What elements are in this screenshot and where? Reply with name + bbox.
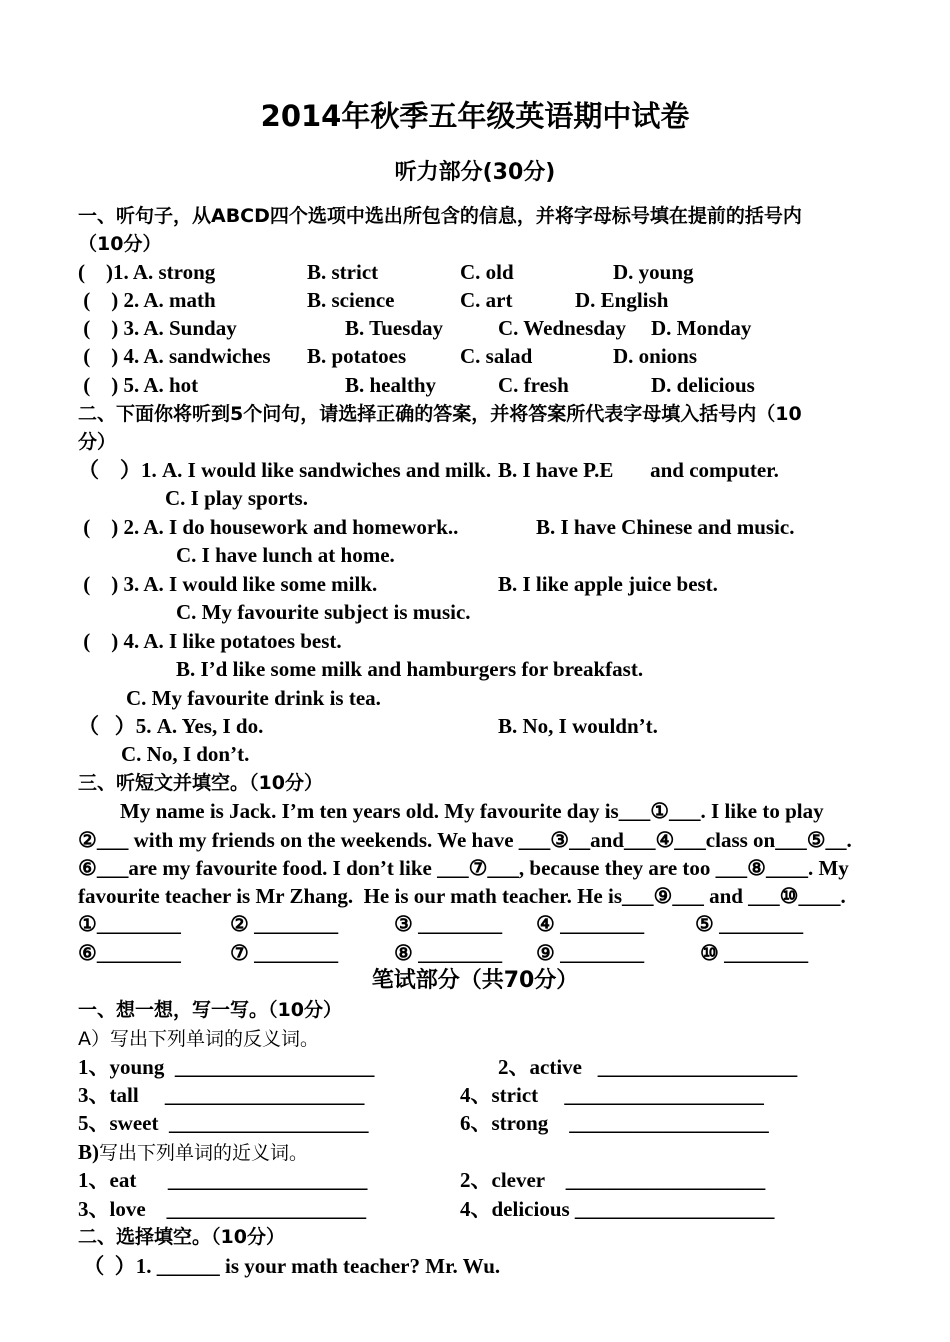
section2-q5-option-b: B. No, I wouldn’t. — [498, 714, 658, 738]
option-b: B. strict — [307, 260, 379, 284]
answer-blank-1[interactable]: ①________ — [78, 912, 181, 936]
passage-line-3: ⑥___are my favourite food. I don’t like ___⑦___, because they are too ___⑧____. My — [78, 856, 849, 880]
antonym-item-4[interactable]: 4、strict ___________________ — [460, 1083, 764, 1107]
section2-q3-option-c: C. My favourite subject is music. — [176, 600, 471, 624]
passage-line-4: favourite teacher is Mr Zhang. He is our math teacher. He is___⑨___ and ___⑩____. — [78, 884, 846, 908]
section2-q2-option-b: B. I have Chinese and music. — [536, 515, 795, 539]
answer-blank-2[interactable]: ② ________ — [230, 912, 339, 936]
synonyms-heading-text: 写出下列单词的近义词。 — [99, 1142, 309, 1164]
antonym-item-6[interactable]: 6、strong ___________________ — [460, 1111, 769, 1135]
section2-q3-option-a: ( ) 3. A. I would like some milk. — [78, 572, 378, 596]
option-c: C. old — [460, 260, 514, 284]
answer-blank-10[interactable]: ⑩ ________ — [700, 941, 809, 965]
section2-q4-option-b: B. I’d like some milk and hamburgers for breakfast. — [176, 657, 644, 681]
synonyms-heading — [78, 1138, 308, 1167]
section3-heading: 三、听短文并填空。（10分） — [78, 772, 323, 794]
written-section-header: 笔试部分（共70分） — [371, 968, 579, 993]
section1-heading-points: （10分） — [78, 233, 162, 255]
answer-blank-4[interactable]: ④ ________ — [536, 912, 645, 936]
section1-heading: 一、听句子，从ABCD四个选项中选出所包含的信息，并将字母标号填在提前的括号内 — [78, 205, 802, 227]
section2-q3-option-b: B. I like apple juice best. — [498, 572, 718, 596]
option-b: B. healthy — [345, 373, 437, 397]
option-b: B. science — [307, 288, 395, 312]
option-c: C. salad — [460, 344, 533, 368]
antonym-item-2[interactable]: 2、active ___________________ — [498, 1055, 798, 1079]
answer-blank-7[interactable]: ⑦ ________ — [230, 941, 339, 965]
option-c: C. fresh — [498, 373, 569, 397]
antonyms-heading: A）写出下列单词的反义词。 — [78, 1028, 319, 1050]
antonym-item-1[interactable]: 1、young ___________________ — [78, 1055, 375, 1079]
section2-heading: 二、下面你将听到5个问句，请选择正确的答案，并将答案所代表字母填入括号内（10 — [78, 403, 802, 425]
option-d: D. onions — [613, 344, 698, 368]
option-a: ( ) 4. A. sandwiches — [78, 344, 271, 368]
written2-heading: 二、选择填空。（10分） — [78, 1226, 285, 1248]
section2-q2-option-a: ( ) 2. A. I do housework and homework.. — [78, 515, 459, 539]
option-a: ( ) 5. A. hot — [78, 373, 199, 397]
listening-section-header: 听力部分(30分) — [394, 160, 556, 185]
synonym-item-4[interactable]: 4、delicious ___________________ — [460, 1197, 775, 1221]
section2-q5-option-c: C. No, I don’t. — [121, 742, 250, 766]
option-b: B. Tuesday — [345, 316, 444, 340]
section2-q1-option-b: B. I have P.E and computer. — [498, 458, 779, 482]
answer-blank-9[interactable]: ⑨ ________ — [536, 941, 645, 965]
answer-blank-5[interactable]: ⑤ ________ — [695, 912, 804, 936]
synonym-item-1[interactable]: 1、eat ___________________ — [78, 1168, 368, 1192]
page-title: 2014年秋季五年级英语期中试卷 — [260, 99, 690, 133]
option-d: D. Monday — [651, 316, 752, 340]
option-a: ( ) 3. A. Sunday — [78, 316, 237, 340]
option-c: C. Wednesday — [498, 316, 626, 340]
synonyms-heading-label: B) — [78, 1140, 99, 1164]
section2-q4-option-c: C. My favourite drink is tea. — [126, 686, 381, 710]
section2-q1-option-c: C. I play sports. — [165, 486, 308, 510]
option-b: B. potatoes — [307, 344, 407, 368]
passage-line-1: My name is Jack. I’m ten years old. My favourite day is___①___. I like to play — [78, 799, 824, 823]
answer-blank-6[interactable]: ⑥________ — [78, 941, 181, 965]
section2-q1-option-a: （ ）1. A. I would like sandwiches and milk. — [78, 458, 492, 482]
antonym-item-5[interactable]: 5、sweet ___________________ — [78, 1111, 369, 1135]
section2-q4-option-a: ( ) 4. A. I like potatoes best. — [78, 629, 342, 653]
option-d: D. young — [613, 260, 694, 284]
option-c: C. art — [460, 288, 513, 312]
answer-blank-8[interactable]: ⑧ ________ — [394, 941, 503, 965]
option-d: D. English — [575, 288, 669, 312]
synonym-item-2[interactable]: 2、clever ___________________ — [460, 1168, 766, 1192]
section2-q5-option-a: （ ）5. A. Yes, I do. — [78, 714, 264, 738]
option-a: ( ) 2. A. math — [78, 288, 216, 312]
section2-q2-option-c: C. I have lunch at home. — [176, 543, 395, 567]
synonym-item-3[interactable]: 3、love ___________________ — [78, 1197, 367, 1221]
option-d: D. delicious — [651, 373, 755, 397]
passage-line-2: ②___ with my friends on the weekends. We have ___③__and___④___class on___⑤__. — [78, 828, 852, 852]
choice-question-1: （ ）1. ______ is your math teacher? Mr. Wu. — [78, 1254, 501, 1278]
answer-blank-3[interactable]: ③ ________ — [394, 912, 503, 936]
section2-heading-points: 分） — [78, 431, 117, 453]
written1-heading: 一、想一想，写一写。（10分） — [78, 999, 342, 1021]
antonym-item-3[interactable]: 3、tall ___________________ — [78, 1083, 365, 1107]
option-a: ( )1. A. strong — [78, 260, 216, 284]
